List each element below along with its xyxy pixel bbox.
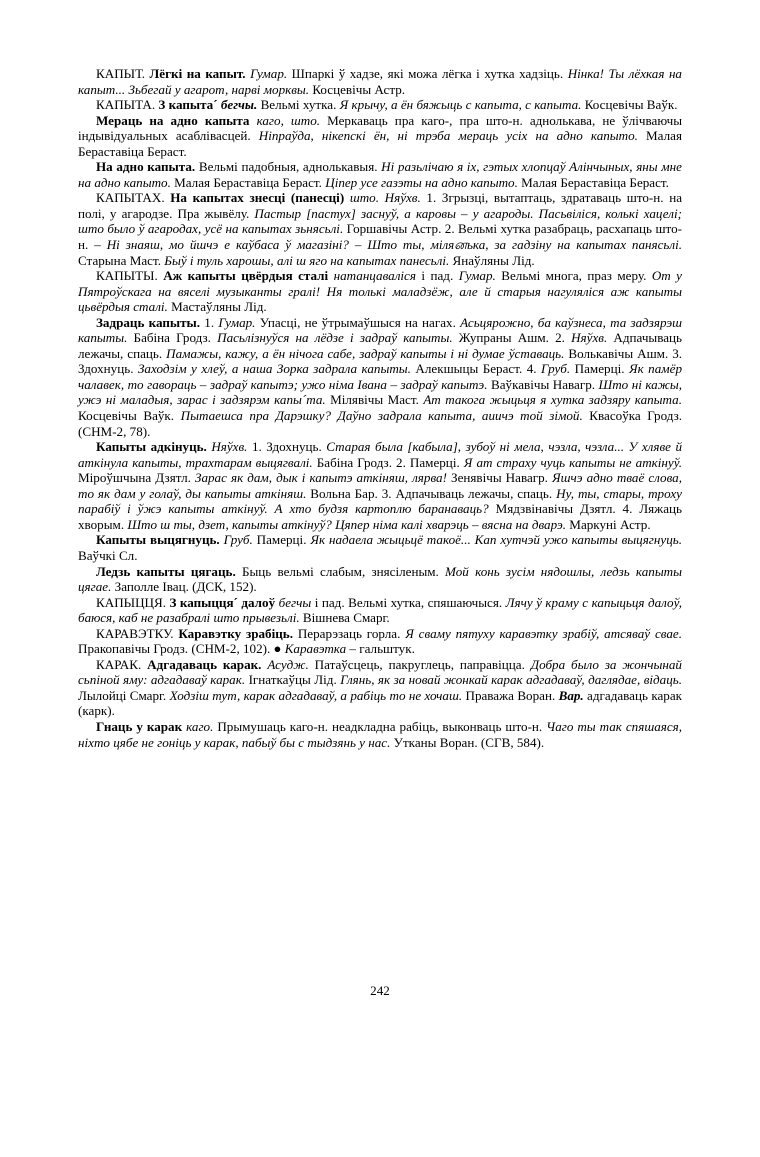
illustration-italic: каго, што. [256, 112, 321, 128]
definition-text: і пад. [415, 268, 459, 284]
definition-text: Малая Бераставіца Бераст. [78, 128, 682, 159]
illustration-italic: Няўхв. [571, 330, 608, 346]
definition-text: Мастаўляны Лід. [167, 299, 267, 315]
definition-text: Косцевічы Ваўк. [78, 408, 181, 424]
illustration-italic: Гумар. [218, 314, 256, 330]
phraseme-bold: Ледзь капыты цягаць. [96, 563, 236, 579]
illustration-italic: Як памёр чалавек, то гавораць – задраў капытэ; ужо німа Івана – задраў капытэ. [78, 361, 682, 392]
illustration-italic: Пытаешса пра Дарэшку? Даўно задрала капыта, аиичэ той зімой. [180, 408, 583, 424]
phraseme-bold: Капыты адкінуць. [96, 439, 207, 455]
definition-text: КАПЫТЫ. [96, 268, 164, 284]
illustration-italic: Я ат страху чуць капыты не аткінуў. [463, 454, 682, 470]
definition-text: Волькавічы Ашм. 3. Здохнуць. [78, 345, 683, 377]
definition-text: Упасці, не ўтрымаўшыся на нагах. [255, 314, 461, 330]
text-column [78, 66, 682, 750]
definition-text: Вішнева Смарг. [299, 610, 390, 626]
dictionary-entry [78, 113, 682, 160]
definition-text: КАПЫТАХ. [96, 190, 171, 206]
illustration-italic: Ні разьлічаю я іх, гэтых хлопцаў Алінчыных, яны мне на адно капыто. [78, 159, 682, 190]
definition-text: КАРАК. [96, 656, 148, 672]
definition-text: Жупраны Ашм. 2. [452, 330, 572, 346]
definition-text: Квасоўка Гродз. (СНМ-2, 78). [78, 408, 683, 439]
definition-text: Лылойці Смарг. [78, 687, 170, 703]
dictionary-entry [78, 439, 682, 532]
phraseme-bold: Адгадаваць карак. [147, 656, 262, 672]
illustration-italic: Лячу ў краму с капыцьця далоў, баюся, каб не разабралі што прывезьлі. [78, 594, 683, 626]
definition-text: Горшавічы Астр. 2. Вельмі хутка разабраць, расхапаць што-н. – [78, 221, 682, 253]
definition-text: Малая Бераставіца Бераст. [517, 174, 669, 190]
definition-text: Зенявічы Навагр. [446, 470, 553, 486]
definition-text: Памерці. [252, 532, 311, 548]
definition-text: КАПЫТА. [96, 97, 159, 113]
phraseme-bold: З капыцця´ далоў [169, 594, 276, 610]
definition-text: 1. Здохнуць. [247, 439, 327, 455]
phraseme-bold: На капытах знесці (панесці) [170, 190, 345, 206]
illustration-italic: Добра было за жончынай сьпіной яму: адгадаваў карак. [78, 656, 682, 688]
dictionary-entry [78, 97, 682, 113]
illustration-italic: Як надаела жыцьцё такоё... Кап хутчэй ужо капыты выцягнуць. [310, 532, 682, 548]
definition-text: Вельмі хутка. [257, 97, 340, 113]
definition-text: Алекшыцы Бераст. 4. [410, 361, 542, 377]
illustration-italic: Зарас як дам, дык і капытэ аткіняш, лярва! [194, 470, 447, 486]
phraseme-bold: На адно капыта. [96, 159, 196, 175]
phraseme-bold: З капыта´ [158, 97, 221, 113]
illustration-italic: Нінка! Ты лёхкая на капыт... Зьбегай у агарот, нарві морквы. [78, 66, 682, 97]
definition-text [249, 113, 256, 128]
illustration-italic: Асьцярожно, ба каўзнеса, та задзярэш капыты. [78, 314, 682, 346]
illustration-italic: Пасьлізнуўся на лёдзе і задраў капыты. [217, 330, 453, 346]
dictionary-entry [78, 66, 682, 97]
definition-text: Ігнаткаўцы Лід. [245, 672, 341, 688]
illustration-italic: Чаго ты так спяшаяся, ніхто цябе не гоніць у карак, пабыў бы с тыдзянь у нас. [78, 718, 683, 750]
definition-text: Мілявічы Маст. [325, 392, 424, 408]
dictionary-entry [78, 190, 682, 268]
definition-text: Адпачываць лежачы, спаць. [78, 330, 683, 361]
phraseme-bold: Гнаць у карак [96, 718, 183, 734]
dictionary-entry [78, 315, 682, 439]
illustration-italic: бегчы [278, 594, 312, 610]
definition-text: Мядзвінавічы Дзятл. 4. Ляжаць хворым. [78, 501, 683, 532]
illustration-italic: Груб. [223, 532, 253, 548]
definition-text: Вольна Бар. 3. Адпачываць лежачы, спаць. [306, 485, 557, 501]
phraseme-bold: Задраць капыты. [96, 314, 201, 330]
definition-text: адгадаваць карак (карк). [78, 687, 683, 719]
illustration-italic: Ціпер усе газэты на адно капыто. [325, 174, 518, 190]
illustration-italic: Пастыр [пастух] заснуў, а каровы – у агароды. Пасьвіліся, колькі хацелі; што было ў агародах, усё на капытах зьнясьлі. [78, 205, 682, 237]
phraseme-bold: Мераць на адно капыта [96, 112, 250, 128]
illustration-italic: каго. [186, 718, 214, 734]
dictionary-entry [78, 532, 682, 563]
definition-text: Перарэзаць горла. [293, 625, 406, 641]
label-bold-italic: Вар. [558, 687, 584, 703]
definition-text: Прымушаць каго-н. неадкладна рабіць, выконваць што-н. [213, 718, 547, 734]
definition-text: Заполле Івац. (ДСК, 152). [111, 579, 257, 595]
illustration-italic: Памажы, кажу, а ён нічога сабе, задраў капыты і ні думае ўставаць. [166, 345, 565, 361]
illustration-italic: Што ш ты, дзет, капыты аткінуў? Цяпер німа калі хварэць – вясна на дварэ. [127, 516, 567, 532]
definition-text: КАПЫТ. [96, 66, 150, 81]
illustration-italic: Заходзім у хлеў, а наша Зорка задрала капыты. [137, 361, 411, 377]
dictionary-entry [78, 268, 682, 315]
definition-text: 1. Згрызці, вытаптаць, здратаваць што-н. на полі, у агародзе. Пра жывёлу. [78, 190, 683, 221]
definition-text: Косцевічы Астр. [309, 81, 406, 97]
dictionary-entry [78, 564, 682, 595]
definition-text: Янаўляны Лід. [449, 252, 535, 268]
definition-text: Меркаваць пра каго-, пра што-н. аднолькава, не ўлічваючы індывідуальных асаблівасцей. [78, 112, 682, 144]
definition-text: і пад. Вельмі хутка, спяшаючыся. [311, 594, 506, 610]
definition-text: 1. [200, 314, 219, 330]
definition-text: Косцевічы Ваўк. [581, 97, 678, 113]
definition-text: Вельмі многа, праз меру. [495, 268, 652, 284]
definition-text: Патаўсцець, пакруглець, паправіцца. [308, 656, 531, 672]
phraseme-bold: Аж капыты цвёрдыя сталі [163, 268, 329, 284]
phraseme-bold: Каравэтку зрабіць. [178, 625, 293, 641]
illustration-italic: Я крычу, а ён бяжыць с капыта, с капыта. [339, 97, 582, 113]
definition-text: Пракопавічы Гродз. (СНМ-2, 102). ● [78, 641, 285, 657]
illustration-italic: Мой конь зусім нядошлы, ледзь капыты цягае. [78, 563, 683, 595]
illustration-italic: От у Пятроўскага на вяселі музыканты гралі! Ня толькі маладзёж, але й старыя нагуляліся аж капыты цьвёрдыя сталі. [78, 268, 682, 315]
phraseme-bold: Капыты выцягнуць. [96, 532, 220, 548]
dictionary-entry [78, 657, 682, 719]
dictionary-entry [78, 595, 682, 626]
definition-text: Памерці. [570, 361, 629, 377]
illustration-italic: Яшчэ адно тваё слова, то як дам у голаў, ды капыты аткіняш. [78, 470, 682, 501]
definition-text: Міроўшчына Дзятл. [78, 470, 195, 486]
illustration-italic: Я сваму пятуху каравэтку зрабіў, атсявaў свае. [405, 625, 683, 641]
illustration-italic: што. Няўхв. [349, 190, 421, 206]
illustration-italic: Глянь, як за новай жонкай карак адгадаваў, даглядае, відаць. [340, 672, 682, 688]
illustration-italic: Асудж. [267, 656, 309, 672]
illustration-italic: Гумар. [250, 66, 288, 81]
illustration-italic: Быў і туль харошы, алі ш яго на капытах панесьлі. [164, 252, 450, 268]
definition-text: Бабіна Гродз. [127, 330, 218, 346]
illustration-italic: Ні знаяш, мо йшчэ е каўбаса ў магазіні? – Што ты, міляனька, за гадзіну на капытах панясьлі. [106, 237, 682, 253]
phraseme-bold: Лёгкі на капыт. [149, 66, 246, 81]
definition-text: Малая Бераставіца Бераст. [170, 174, 326, 190]
definition-text: Шпаркі ў хадзе, які можа лёгка і хутка хадзіць. [287, 66, 568, 81]
definition-text: Ваўкавічы Навагр. [487, 376, 599, 392]
definition-text: Быць вельмі слабым, знясіленым. [235, 563, 446, 579]
dictionary-entry [78, 159, 682, 190]
illustration-italic: Што ні кажы, ужэ ні маладыя, зарас і задзярэм капы´та. [78, 376, 683, 408]
illustration-italic: натанцавалiся [333, 268, 416, 284]
illustration-italic: Гумар. [458, 268, 496, 284]
definition-text: Ваўчкі Сл. [78, 547, 138, 563]
definition-text: Старына Маст. [78, 252, 165, 268]
definition-text: Утканы Воран. (СГВ, 584). [390, 734, 545, 750]
dictionary-entry [78, 626, 682, 657]
illustration-italic: Ходзіш тут, карак адгадаваў, а рабіць то не хочаш. [169, 687, 463, 703]
definition-text: Праважа Воран. [462, 687, 559, 703]
illustration-italic: Няўхв. [211, 439, 248, 455]
illustration-italic: Каравэтка [284, 641, 347, 657]
illustration-italic: Старая была [кабыла], зубоў ні мела, чэзла, чэзла... У хляве й аткінула капыты, трахтарам выцягвалі. [78, 439, 682, 470]
definition-text: – гальштук. [346, 641, 415, 657]
label-bold-italic: бегчы. [220, 97, 258, 113]
definition-text: КАПЫЦЦЯ. [96, 594, 170, 610]
definition-text: Бабіна Гродз. 2. Памерці. [312, 454, 464, 470]
illustration-italic: Груб. [541, 361, 571, 377]
definition-text: Маркуні Астр. [566, 516, 651, 532]
page-number: 242 [370, 983, 390, 998]
definition-text: КАРАВЭТКУ. [96, 625, 179, 641]
dictionary-entry [78, 719, 682, 750]
illustration-italic: Ат такога жыцьця я хутка задзяру капыта. [423, 392, 682, 408]
illustration-italic: Ніпраўда, нікепскі ён, ні трэба мераць усіх на адно капыто. [258, 128, 638, 144]
illustration-italic: Ну, ты, стары, троху парабіў і ўжэ капыты аткінуў. А хто будзя картоплю баранаваць? [78, 485, 682, 517]
definition-text: Вельмі падобныя, аднолькавыя. [195, 159, 382, 175]
